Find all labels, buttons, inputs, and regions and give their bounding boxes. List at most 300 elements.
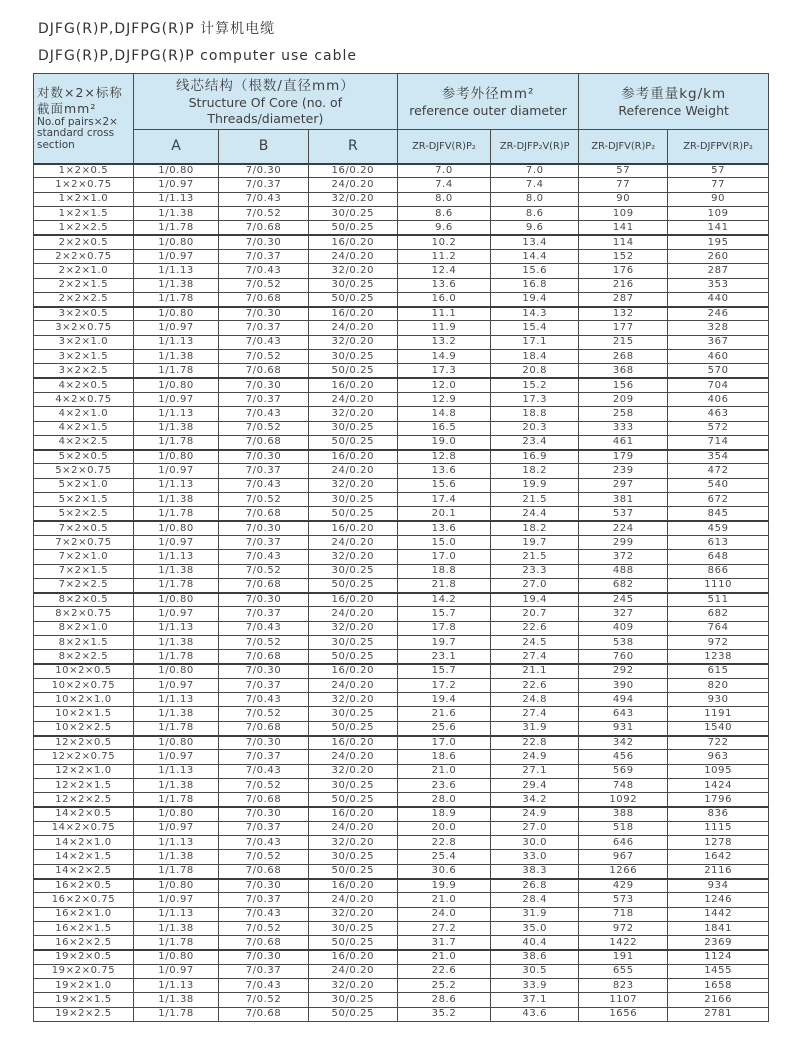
cell-weight-zr-djfv: 209	[579, 392, 668, 406]
cell-weight-zr-djfv: 655	[579, 964, 668, 978]
cell-structure-b: 7/0.52	[219, 421, 309, 435]
cell-weight-zr-djfv: 1656	[579, 1007, 668, 1021]
header-spec-zh: 对数×2×标称截面mm²	[37, 85, 123, 117]
cell-weight-zr-djfv: 333	[579, 421, 668, 435]
cell-diameter-zr-djfv: 21.0	[397, 764, 490, 778]
cell-spec: 12×2×1.5	[34, 778, 134, 792]
cell-weight-zr-djfpv: 2781	[668, 1007, 769, 1021]
cell-weight-zr-djfpv: 934	[668, 879, 769, 893]
cell-weight-zr-djfpv: 246	[668, 307, 769, 321]
cell-structure-a: 1/1.78	[133, 793, 218, 807]
cell-diameter-zr-djfp2v: 20.3	[491, 421, 579, 435]
cell-spec: 10×2×0.5	[34, 664, 134, 678]
cell-structure-r: 30/0.25	[308, 564, 397, 578]
header-diameter-en: reference outer diameter	[409, 102, 567, 118]
cell-diameter-zr-djfv: 19.0	[397, 435, 490, 449]
cell-spec: 12×2×0.75	[34, 750, 134, 764]
cell-structure-r: 24/0.20	[308, 893, 397, 907]
cell-weight-zr-djfv: 239	[579, 464, 668, 478]
cell-structure-b: 7/0.37	[219, 750, 309, 764]
cell-structure-a: 1/1.13	[133, 764, 218, 778]
cell-diameter-zr-djfv: 21.6	[397, 707, 490, 721]
cell-structure-b: 7/0.37	[219, 893, 309, 907]
table-row	[34, 478, 769, 492]
cell-spec: 1×2×1.0	[34, 192, 134, 206]
cell-structure-r: 32/0.20	[308, 407, 397, 421]
cell-structure-b: 7/0.43	[219, 764, 309, 778]
cell-structure-b: 7/0.43	[219, 907, 309, 921]
cell-weight-zr-djfpv: 1540	[668, 721, 769, 735]
cell-structure-r: 32/0.20	[308, 621, 397, 635]
cell-weight-zr-djfv: 390	[579, 678, 668, 692]
cell-structure-r: 50/0.25	[308, 864, 397, 878]
header-core-zh: 线芯结构（根数/直径mm）	[175, 77, 355, 94]
cell-structure-a: 1/0.97	[133, 178, 218, 192]
cell-weight-zr-djfpv: 722	[668, 736, 769, 750]
cell-structure-r: 50/0.25	[308, 364, 397, 378]
table-row	[34, 836, 769, 850]
cell-diameter-zr-djfp2v: 18.4	[491, 350, 579, 364]
cell-structure-a: 1/1.78	[133, 435, 218, 449]
cell-spec: 10×2×1.0	[34, 693, 134, 707]
table-row	[34, 936, 769, 950]
cell-spec: 1×2×0.5	[34, 164, 134, 178]
cell-structure-r: 32/0.20	[308, 836, 397, 850]
cell-weight-zr-djfv: 268	[579, 350, 668, 364]
cell-spec: 4×2×0.75	[34, 392, 134, 406]
cell-weight-zr-djfpv: 287	[668, 264, 769, 278]
cell-weight-zr-djfv: 456	[579, 750, 668, 764]
cell-diameter-zr-djfp2v: 27.4	[491, 707, 579, 721]
cell-structure-r: 30/0.25	[308, 993, 397, 1007]
table-row	[34, 278, 769, 292]
cell-weight-zr-djfv: 368	[579, 364, 668, 378]
cell-structure-a: 1/1.38	[133, 207, 218, 221]
cell-spec: 8×2×1.0	[34, 621, 134, 635]
cell-spec: 5×2×1.5	[34, 493, 134, 507]
cell-structure-a: 1/1.38	[133, 350, 218, 364]
header-weight-en: Reference Weight	[618, 102, 729, 118]
cell-diameter-zr-djfp2v: 22.6	[491, 621, 579, 635]
cell-weight-zr-djfv: 488	[579, 564, 668, 578]
cell-diameter-zr-djfp2v: 31.9	[491, 721, 579, 735]
cell-diameter-zr-djfp2v: 23.3	[491, 564, 579, 578]
cell-weight-zr-djfv: 141	[579, 221, 668, 235]
table-row	[34, 664, 769, 678]
cell-structure-a: 1/1.78	[133, 1007, 218, 1021]
header-spec-en: No.of pairs×2× standard cross section	[37, 115, 118, 151]
cell-spec: 19×2×1.0	[34, 979, 134, 993]
cell-spec: 12×2×1.0	[34, 764, 134, 778]
cell-diameter-zr-djfp2v: 14.4	[491, 249, 579, 263]
cell-structure-a: 1/1.38	[133, 278, 218, 292]
cell-diameter-zr-djfp2v: 21.1	[491, 664, 579, 678]
cell-weight-zr-djfv: 245	[579, 593, 668, 607]
cell-structure-r: 50/0.25	[308, 292, 397, 306]
cell-spec: 4×2×2.5	[34, 435, 134, 449]
cell-structure-r: 24/0.20	[308, 464, 397, 478]
table-row	[34, 550, 769, 564]
cell-weight-zr-djfpv: 615	[668, 664, 769, 678]
table-row	[34, 607, 769, 621]
cell-spec: 10×2×0.75	[34, 678, 134, 692]
cell-diameter-zr-djfp2v: 7.0	[491, 164, 579, 178]
cell-weight-zr-djfpv: 714	[668, 435, 769, 449]
cell-spec: 5×2×0.75	[34, 464, 134, 478]
cell-diameter-zr-djfv: 17.4	[397, 493, 490, 507]
cell-weight-zr-djfv: 931	[579, 721, 668, 735]
cell-structure-b: 7/0.43	[219, 693, 309, 707]
cell-spec: 8×2×0.5	[34, 593, 134, 607]
cell-weight-zr-djfpv: 1278	[668, 836, 769, 850]
cell-weight-zr-djfpv: 1110	[668, 578, 769, 592]
cell-structure-r: 24/0.20	[308, 321, 397, 335]
cell-structure-b: 7/0.37	[219, 321, 309, 335]
cell-structure-b: 7/0.43	[219, 192, 309, 206]
cell-diameter-zr-djfp2v: 24.9	[491, 807, 579, 821]
cell-diameter-zr-djfp2v: 24.5	[491, 635, 579, 649]
cell-diameter-zr-djfv: 18.9	[397, 807, 490, 821]
cell-structure-a: 1/0.97	[133, 821, 218, 835]
cell-diameter-zr-djfv: 23.6	[397, 778, 490, 792]
cell-spec: 7×2×0.75	[34, 535, 134, 549]
cell-spec: 1×2×2.5	[34, 221, 134, 235]
cell-structure-a: 1/1.13	[133, 907, 218, 921]
cell-spec: 1×2×1.5	[34, 207, 134, 221]
cell-spec: 7×2×2.5	[34, 578, 134, 592]
table-row	[34, 507, 769, 521]
cell-spec: 4×2×1.5	[34, 421, 134, 435]
cell-diameter-zr-djfp2v: 8.6	[491, 207, 579, 221]
table-row	[34, 693, 769, 707]
cell-diameter-zr-djfv: 21.8	[397, 578, 490, 592]
cell-spec: 14×2×2.5	[34, 864, 134, 878]
cell-weight-zr-djfv: 381	[579, 493, 668, 507]
cell-structure-r: 32/0.20	[308, 693, 397, 707]
cell-diameter-zr-djfv: 16.5	[397, 421, 490, 435]
cell-structure-b: 7/0.43	[219, 550, 309, 564]
cell-diameter-zr-djfv: 14.9	[397, 350, 490, 364]
cell-structure-a: 1/0.80	[133, 521, 218, 535]
header-diameter-zh: 参考外径mm²	[441, 85, 535, 102]
cell-weight-zr-djfpv: 2116	[668, 864, 769, 878]
cell-diameter-zr-djfv: 28.0	[397, 793, 490, 807]
cell-diameter-zr-djfv: 13.6	[397, 278, 490, 292]
cell-weight-zr-djfpv: 1246	[668, 893, 769, 907]
cell-spec: 14×2×1.5	[34, 850, 134, 864]
cell-weight-zr-djfv: 718	[579, 907, 668, 921]
cell-weight-zr-djfpv: 972	[668, 635, 769, 649]
cell-structure-b: 7/0.30	[219, 593, 309, 607]
cell-structure-a: 1/0.80	[133, 593, 218, 607]
cell-diameter-zr-djfv: 27.2	[397, 921, 490, 935]
cell-spec: 12×2×2.5	[34, 793, 134, 807]
cell-spec: 16×2×1.0	[34, 907, 134, 921]
cell-diameter-zr-djfv: 13.6	[397, 464, 490, 478]
cell-diameter-zr-djfv: 14.2	[397, 593, 490, 607]
cell-spec: 16×2×2.5	[34, 936, 134, 950]
cell-diameter-zr-djfv: 35.2	[397, 1007, 490, 1021]
cell-diameter-zr-djfv: 11.9	[397, 321, 490, 335]
cell-diameter-zr-djfv: 15.7	[397, 664, 490, 678]
table-row	[34, 736, 769, 750]
cell-diameter-zr-djfv: 19.7	[397, 635, 490, 649]
cell-structure-b: 7/0.68	[219, 364, 309, 378]
header-col-weight-zr-djfv: ZR-DJFV(R)P₂	[579, 130, 668, 164]
cell-weight-zr-djfpv: 367	[668, 335, 769, 349]
table-row	[34, 764, 769, 778]
table-row	[34, 321, 769, 335]
cell-spec: 3×2×0.5	[34, 307, 134, 321]
cell-structure-b: 7/0.68	[219, 292, 309, 306]
cell-diameter-zr-djfv: 17.3	[397, 364, 490, 378]
cell-structure-b: 7/0.68	[219, 793, 309, 807]
cell-weight-zr-djfv: 409	[579, 621, 668, 635]
cell-structure-a: 1/1.13	[133, 836, 218, 850]
cell-structure-b: 7/0.52	[219, 350, 309, 364]
cell-structure-r: 16/0.20	[308, 521, 397, 535]
table-row	[34, 921, 769, 935]
cell-diameter-zr-djfv: 11.2	[397, 249, 490, 263]
table-row	[34, 421, 769, 435]
cell-structure-r: 50/0.25	[308, 721, 397, 735]
header-col-r: R	[308, 130, 397, 164]
cell-spec: 8×2×1.5	[34, 635, 134, 649]
cell-structure-r: 24/0.20	[308, 678, 397, 692]
cell-structure-r: 32/0.20	[308, 192, 397, 206]
cell-diameter-zr-djfv: 14.8	[397, 407, 490, 421]
cell-weight-zr-djfv: 429	[579, 879, 668, 893]
cell-weight-zr-djfv: 1107	[579, 993, 668, 1007]
table-row	[34, 993, 769, 1007]
cell-structure-a: 1/0.80	[133, 879, 218, 893]
cell-diameter-zr-djfv: 21.0	[397, 893, 490, 907]
cell-structure-b: 7/0.43	[219, 264, 309, 278]
header-diameter-group	[397, 74, 579, 130]
cell-diameter-zr-djfp2v: 31.9	[491, 907, 579, 921]
cell-spec: 10×2×2.5	[34, 721, 134, 735]
cell-weight-zr-djfpv: 2369	[668, 936, 769, 950]
table-row	[34, 979, 769, 993]
cell-diameter-zr-djfv: 31.7	[397, 936, 490, 950]
table-row	[34, 621, 769, 635]
cell-spec: 16×2×0.5	[34, 879, 134, 893]
cell-spec: 8×2×0.75	[34, 607, 134, 621]
cell-structure-a: 1/0.80	[133, 235, 218, 249]
cell-structure-r: 50/0.25	[308, 650, 397, 664]
table-row	[34, 178, 769, 192]
table-row	[34, 292, 769, 306]
table-row	[34, 821, 769, 835]
cell-weight-zr-djfpv: 141	[668, 221, 769, 235]
cell-diameter-zr-djfp2v: 19.9	[491, 478, 579, 492]
header-weight-zh: 参考重量kg/km	[621, 85, 727, 102]
cell-structure-r: 16/0.20	[308, 378, 397, 392]
cell-weight-zr-djfv: 967	[579, 850, 668, 864]
cell-diameter-zr-djfp2v: 40.4	[491, 936, 579, 950]
cell-structure-r: 50/0.25	[308, 435, 397, 449]
table-row	[34, 907, 769, 921]
cell-spec: 2×2×2.5	[34, 292, 134, 306]
cell-structure-r: 30/0.25	[308, 921, 397, 935]
cell-structure-r: 30/0.25	[308, 493, 397, 507]
table-row	[34, 264, 769, 278]
cell-spec: 19×2×2.5	[34, 1007, 134, 1021]
header-weight-group	[579, 74, 769, 130]
cell-structure-b: 7/0.37	[219, 964, 309, 978]
table-row	[34, 249, 769, 263]
table-row	[34, 893, 769, 907]
cell-structure-b: 7/0.43	[219, 979, 309, 993]
cell-weight-zr-djfpv: 463	[668, 407, 769, 421]
page-title-zh: DJFG(R)P,DJFPG(R)P 计算机电缆	[38, 21, 276, 37]
cell-structure-r: 16/0.20	[308, 593, 397, 607]
cell-structure-r: 24/0.20	[308, 535, 397, 549]
table-row	[34, 864, 769, 878]
table-row	[34, 879, 769, 893]
cell-weight-zr-djfpv: 459	[668, 521, 769, 535]
cell-diameter-zr-djfv: 7.0	[397, 164, 490, 178]
cell-structure-a: 1/0.97	[133, 964, 218, 978]
cell-diameter-zr-djfp2v: 43.6	[491, 1007, 579, 1021]
table-row	[34, 807, 769, 821]
cell-weight-zr-djfv: 179	[579, 450, 668, 464]
cell-diameter-zr-djfp2v: 27.4	[491, 650, 579, 664]
cell-diameter-zr-djfv: 20.0	[397, 821, 490, 835]
cell-weight-zr-djfpv: 57	[668, 164, 769, 178]
cell-structure-a: 1/1.38	[133, 421, 218, 435]
cell-weight-zr-djfv: 299	[579, 535, 668, 549]
table-row	[34, 407, 769, 421]
cell-structure-b: 7/0.43	[219, 836, 309, 850]
cell-weight-zr-djfv: 823	[579, 979, 668, 993]
cell-structure-b: 7/0.30	[219, 307, 309, 321]
cell-diameter-zr-djfp2v: 24.9	[491, 750, 579, 764]
table-row	[34, 721, 769, 735]
cell-structure-a: 1/1.13	[133, 621, 218, 635]
cell-structure-b: 7/0.30	[219, 736, 309, 750]
cell-structure-b: 7/0.68	[219, 578, 309, 592]
cell-diameter-zr-djfv: 24.0	[397, 907, 490, 921]
cell-weight-zr-djfv: 90	[579, 192, 668, 206]
header-core-en: Structure Of Core (no. of Threads/diameter)	[188, 95, 343, 126]
cell-diameter-zr-djfp2v: 38.3	[491, 864, 579, 878]
cell-weight-zr-djfv: 109	[579, 207, 668, 221]
cell-structure-r: 24/0.20	[308, 607, 397, 621]
cell-weight-zr-djfpv: 472	[668, 464, 769, 478]
table-row	[34, 493, 769, 507]
cell-spec: 2×2×1.5	[34, 278, 134, 292]
cell-structure-r: 30/0.25	[308, 207, 397, 221]
cell-structure-a: 1/0.97	[133, 535, 218, 549]
cell-diameter-zr-djfp2v: 33.9	[491, 979, 579, 993]
cell-diameter-zr-djfv: 18.8	[397, 564, 490, 578]
cell-structure-b: 7/0.52	[219, 564, 309, 578]
table-row	[34, 964, 769, 978]
cell-weight-zr-djfpv: 353	[668, 278, 769, 292]
cell-spec: 3×2×1.0	[34, 335, 134, 349]
cell-diameter-zr-djfp2v: 27.1	[491, 764, 579, 778]
cell-structure-b: 7/0.37	[219, 249, 309, 263]
cell-structure-a: 1/0.80	[133, 164, 218, 178]
cell-diameter-zr-djfp2v: 16.8	[491, 278, 579, 292]
cell-weight-zr-djfpv: 820	[668, 678, 769, 692]
cell-diameter-zr-djfp2v: 38.6	[491, 950, 579, 964]
cell-spec: 4×2×1.0	[34, 407, 134, 421]
cell-diameter-zr-djfv: 12.4	[397, 264, 490, 278]
cell-weight-zr-djfpv: 511	[668, 593, 769, 607]
table-body	[34, 164, 769, 1022]
cell-weight-zr-djfv: 327	[579, 607, 668, 621]
cell-diameter-zr-djfp2v: 19.4	[491, 593, 579, 607]
cell-diameter-zr-djfp2v: 26.8	[491, 879, 579, 893]
cell-structure-b: 7/0.52	[219, 993, 309, 1007]
cell-diameter-zr-djfv: 19.4	[397, 693, 490, 707]
cell-weight-zr-djfv: 77	[579, 178, 668, 192]
cell-structure-b: 7/0.68	[219, 1007, 309, 1021]
cable-spec-table	[33, 73, 769, 1022]
cell-weight-zr-djfpv: 440	[668, 292, 769, 306]
header-spec-column	[34, 74, 134, 164]
cell-structure-a: 1/1.78	[133, 650, 218, 664]
cell-weight-zr-djfv: 643	[579, 707, 668, 721]
cell-structure-r: 32/0.20	[308, 764, 397, 778]
cell-weight-zr-djfv: 132	[579, 307, 668, 321]
cell-diameter-zr-djfv: 17.8	[397, 621, 490, 635]
cell-diameter-zr-djfp2v: 30.0	[491, 836, 579, 850]
table-row	[34, 464, 769, 478]
cell-structure-b: 7/0.30	[219, 879, 309, 893]
page-header	[38, 16, 800, 69]
cell-diameter-zr-djfp2v: 7.4	[491, 178, 579, 192]
cell-weight-zr-djfv: 748	[579, 778, 668, 792]
cell-weight-zr-djfpv: 1238	[668, 650, 769, 664]
cell-structure-b: 7/0.30	[219, 164, 309, 178]
cell-weight-zr-djfv: 287	[579, 292, 668, 306]
cell-diameter-zr-djfp2v: 21.5	[491, 493, 579, 507]
cell-structure-a: 1/1.38	[133, 778, 218, 792]
cell-diameter-zr-djfv: 16.0	[397, 292, 490, 306]
cell-structure-b: 7/0.43	[219, 621, 309, 635]
cell-structure-b: 7/0.30	[219, 235, 309, 249]
table-row	[34, 521, 769, 535]
cell-structure-r: 32/0.20	[308, 550, 397, 564]
cell-weight-zr-djfpv: 672	[668, 493, 769, 507]
cell-structure-a: 1/1.38	[133, 564, 218, 578]
cell-structure-a: 1/1.13	[133, 264, 218, 278]
table-row	[34, 435, 769, 449]
cell-weight-zr-djfv: 215	[579, 335, 668, 349]
cell-spec: 14×2×0.75	[34, 821, 134, 835]
cell-weight-zr-djfpv: 930	[668, 693, 769, 707]
cell-spec: 1×2×0.75	[34, 178, 134, 192]
table-row	[34, 364, 769, 378]
cell-weight-zr-djfv: 176	[579, 264, 668, 278]
cell-weight-zr-djfpv: 1191	[668, 707, 769, 721]
cell-structure-r: 16/0.20	[308, 879, 397, 893]
cell-weight-zr-djfpv: 260	[668, 249, 769, 263]
cell-diameter-zr-djfp2v: 22.8	[491, 736, 579, 750]
cell-spec: 19×2×0.75	[34, 964, 134, 978]
cell-structure-a: 1/0.97	[133, 392, 218, 406]
cell-structure-a: 1/1.78	[133, 936, 218, 950]
cell-diameter-zr-djfp2v: 33.0	[491, 850, 579, 864]
table-header	[34, 74, 769, 164]
cell-diameter-zr-djfv: 30.6	[397, 864, 490, 878]
cell-structure-a: 1/0.97	[133, 607, 218, 621]
cell-spec: 4×2×0.5	[34, 378, 134, 392]
cell-structure-a: 1/0.80	[133, 664, 218, 678]
